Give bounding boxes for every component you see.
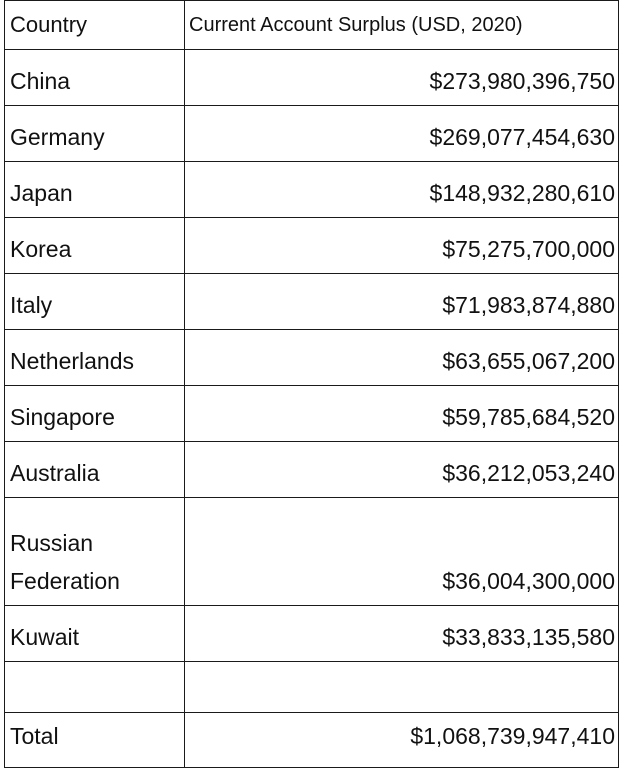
header-surplus[interactable]: Current Account Surplus (USD, 2020) bbox=[185, 1, 619, 50]
total-row bbox=[5, 713, 619, 768]
country-cell[interactable]: Singapore bbox=[5, 386, 185, 442]
table-row bbox=[5, 442, 619, 498]
table-row bbox=[5, 386, 619, 442]
country-cell[interactable]: Netherlands bbox=[5, 330, 185, 386]
table-row bbox=[5, 606, 619, 662]
empty-cell[interactable] bbox=[185, 662, 619, 713]
country-cell[interactable]: Germany bbox=[5, 106, 185, 162]
surplus-cell[interactable]: $75,275,700,000 bbox=[185, 218, 619, 274]
surplus-cell[interactable]: $273,980,396,750 bbox=[185, 50, 619, 106]
surplus-cell[interactable]: $148,932,280,610 bbox=[185, 162, 619, 218]
surplus-cell[interactable]: $59,785,684,520 bbox=[185, 386, 619, 442]
surplus-cell[interactable]: $71,983,874,880 bbox=[185, 274, 619, 330]
empty-row bbox=[5, 662, 619, 713]
country-cell[interactable]: China bbox=[5, 50, 185, 106]
table-row bbox=[5, 274, 619, 330]
table-row bbox=[5, 218, 619, 274]
surplus-cell[interactable]: $36,004,300,000 bbox=[185, 498, 619, 606]
surplus-cell[interactable]: $36,212,053,240 bbox=[185, 442, 619, 498]
country-cell[interactable]: Korea bbox=[5, 218, 185, 274]
country-cell[interactable]: Kuwait bbox=[5, 606, 185, 662]
country-cell[interactable]: Russian Federation bbox=[5, 498, 185, 606]
country-cell[interactable]: Australia bbox=[5, 442, 185, 498]
surplus-cell[interactable]: $63,655,067,200 bbox=[185, 330, 619, 386]
total-label-cell[interactable]: Total bbox=[5, 713, 185, 768]
surplus-table bbox=[4, 0, 619, 768]
country-cell[interactable]: Italy bbox=[5, 274, 185, 330]
table-header-row bbox=[5, 1, 619, 50]
surplus-cell[interactable]: $269,077,454,630 bbox=[185, 106, 619, 162]
country-cell[interactable]: Japan bbox=[5, 162, 185, 218]
table-row bbox=[5, 330, 619, 386]
header-country[interactable]: Country bbox=[5, 1, 185, 50]
table-row bbox=[5, 498, 619, 606]
total-value-cell[interactable]: $1,068,739,947,410 bbox=[185, 713, 619, 768]
surplus-cell[interactable]: $33,833,135,580 bbox=[185, 606, 619, 662]
table-row bbox=[5, 50, 619, 106]
empty-cell[interactable] bbox=[5, 662, 185, 713]
table-row bbox=[5, 162, 619, 218]
table-row bbox=[5, 106, 619, 162]
